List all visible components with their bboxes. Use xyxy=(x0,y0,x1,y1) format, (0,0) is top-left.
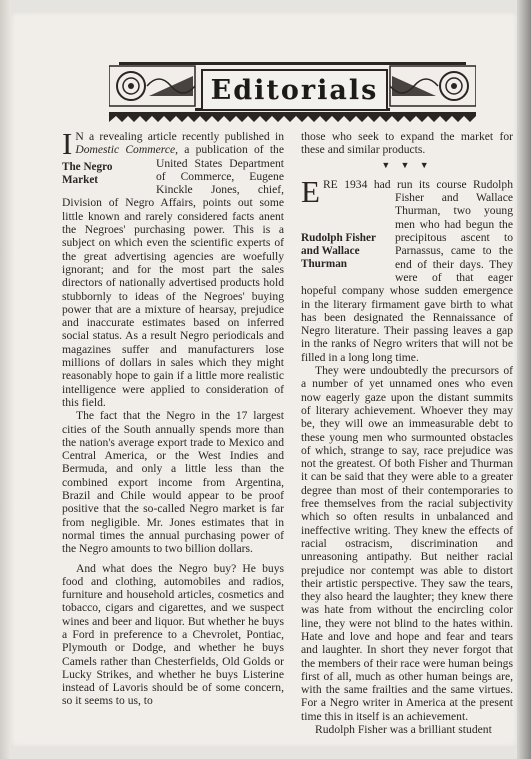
sidehead-fisher-thurman: Rudolph Fisher and Wallace Thurman xyxy=(301,231,376,271)
paragraph-negro-market-end: those who seek to expand the market for these and similar products. xyxy=(301,130,513,157)
page-gutter xyxy=(0,0,11,759)
paragraph-fisher-thurman-1 xyxy=(301,173,513,364)
left-column xyxy=(62,126,285,708)
paragraph-negro-market-3: And what does the Negro buy? He buys food and clothing, automobiles and radios, furniture and household articles, cosmetics and tobacco, cigars and cigarettes, and we suspect wines and beer and liquor. But whether he buys a Ford in preference to a Chevrolet, Pontiac, Plymouth or Dodge, and whether he buys Camels rather than Chesterfields, Old Golds or Lucky Strikes, and whether he buys Listerine instead of Lavoris should be of some concern, so it seems to us, to xyxy=(62,561,284,708)
paragraph-negro-market-1 xyxy=(62,126,285,409)
sidehead-negro-market: The Negro Market xyxy=(62,160,113,186)
magazine-title: Domestic Commerce, xyxy=(75,143,179,157)
right-column xyxy=(301,130,513,736)
drop-cap-i: I xyxy=(62,126,73,161)
editorials-masthead xyxy=(109,62,476,124)
section-divider: ▼ ▼ ▼ xyxy=(381,159,433,170)
paragraph-negro-market-2: The fact that the Negro in the 17 largest cities of the South annually spends more than the nation's average export trade to Mexico and Central America, or the West Indies and Bermuda, and only a little less than the combined export income from Argentina, Brazil and Chile would appear to be proof positive that the so-called Negro market is far from negligible. Mr. Jones estimates that in normal times the annual purchasing power of the Negro amounts to two billion dollars. xyxy=(62,409,284,556)
p1-rest: a publication of the United States Department of Commerce, Eugene Kinckle Jones, chief, Division of Negro Affairs, points out some little known and rarely considered facts anent the Negroes' purchasing power. This is a subject on which even the scientific experts of the great advertising agencies are woefully ignorant; and for the most part the sales directors of nationally advertised products hold stubbornly to ideas of the Negroes' buying power that are a mixture of hearsay, prejudice and inaccurate estimates based on inferred social status. As a result Negro periodicals and magazines suffer and manufacturers lose millions of dollars in sales which they might reasonably hope to gain if a little more realistic intelligence were applied to consideration of this field. xyxy=(62,143,285,409)
magazine-page xyxy=(11,12,517,747)
paragraph-fisher-thurman-3: Rudolph Fisher was a brilliant student xyxy=(315,723,492,737)
masthead-title: Editorials xyxy=(201,69,388,111)
paragraph-fisher-thurman-2: They were undoubtedly the precursors of a number of yet unnamed ones who even now eagerly gaze upon the distant summits of literary achievement. Whoever they may be, they will owe an immeasurable debt to these young men who surmounted obstacles of which, strange to say, race prejudice was not the greatest. Of both Fisher and Thurman it can be said that they were able to a greater degree than most of their contemporaries to free themselves from the racial subjectivity which so often results in unbalanced and ineffective writing. They knew the effects of racial ostracism, discrimination and unreasoning antipathy. But neither racial prejudice nor contempt was able to distort their artistic perspective. They saw the tears, they also heard the laughter; they knew there was hate from without the encircling color line, they were not blind to the hates within. Hate and love and hope and fear and tears and laughter. In short they never forgot that the members of their race were human beings first of all, much as other human beings are, with the same frailties and the same virtues. For a Negro writer in America at the present time this in itself is an achievement. xyxy=(301,364,513,723)
drop-cap-e: E xyxy=(301,173,320,209)
right-page-edge xyxy=(517,0,531,759)
p1-lead: N a revealing article recently published in xyxy=(75,130,284,143)
p-fisher-1-text: RE 1934 had run its course Rudolph Fisher and Wallace Thurman, two young men who had begun the precipitous ascent to Parnassus, came to the end of their days. They were of that eager hopeful company whose sudden emergence in the literary firmament gave birth to what has been designated the Rennaissance of Negro literature. Their passing leaves a gap in the ranks of Negro writers that will not be filled in a long long time. xyxy=(301,177,513,364)
